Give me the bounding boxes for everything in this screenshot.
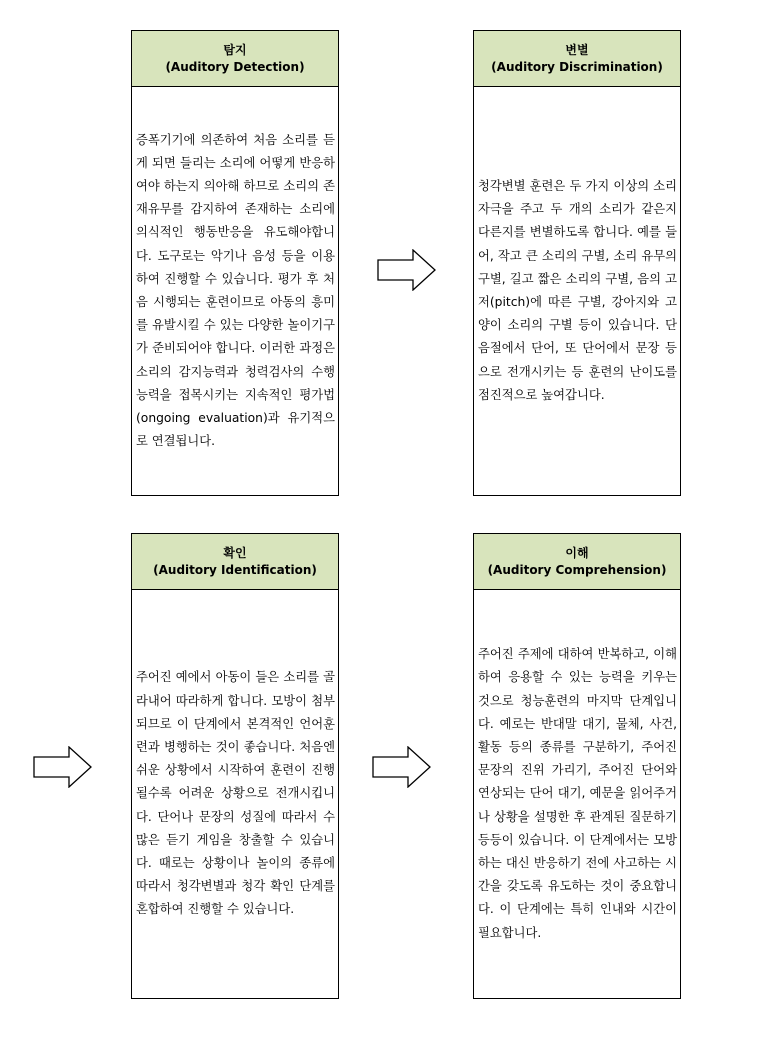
right-arrow-icon bbox=[377, 249, 437, 291]
box-detection-title: 탐지 bbox=[223, 42, 247, 57]
box-identification bbox=[131, 533, 339, 999]
box-comprehension-subtitle: (Auditory Comprehension) bbox=[487, 562, 667, 577]
box-detection-header bbox=[132, 31, 338, 87]
box-identification-body bbox=[132, 590, 338, 998]
box-discrimination-subtitle: (Auditory Discrimination) bbox=[491, 59, 663, 74]
box-identification-header bbox=[132, 534, 338, 590]
box-identification-title: 확인 bbox=[223, 545, 247, 560]
box-comprehension-title: 이해 bbox=[565, 545, 589, 560]
box-comprehension-body bbox=[474, 590, 680, 998]
box-comprehension-text: 주어진 주제에 대하여 반복하고, 이해하여 응용할 수 있는 능력을 키우는 것으로 청능훈련의 마지막 단계입니다. 예로는 반대말 대기, 물체, 사건, 활동 등의 종류를 구분하기, 주어진 문장의 진위 가리기, 주어진 단어와 연상되는 단어 대기, 예문을 읽어주거나 상황을 설명한 후 관계된 질문하기 등등이 있습니다. 이 단계에서는 모방하는 대신 반응하기 전에 사고하는 시간을 갖도록 유도하는 것이 중요합니다. 이 단계에는 특히 인내와 시간이 필요합니다. bbox=[478, 647, 677, 940]
box-identification-subtitle: (Auditory Identification) bbox=[153, 562, 317, 577]
box-discrimination-body bbox=[474, 87, 680, 495]
box-discrimination bbox=[473, 30, 681, 496]
box-discrimination-header bbox=[474, 31, 680, 87]
box-discrimination-text: 청각변별 훈련은 두 가지 이상의 소리자극을 주고 두 개의 소리가 같은지 다른지를 변별하도록 합니다. 예를 들어, 작고 큰 소리의 구별, 소리 유무의 구별, 길고 짧은 소리의 구별, 음의 고저(pitch)에 따른 구별, 강아지와 고양이 소리의 구별 등이 있습니다. 단음절에서 단어, 또 단어에서 문장 등으로 전개시키는 등 훈련의 난이도를 점진적으로 높여갑니다. bbox=[478, 178, 677, 402]
box-detection-body bbox=[132, 87, 338, 495]
right-arrow-icon bbox=[33, 746, 93, 788]
box-detection-subtitle: (Auditory Detection) bbox=[165, 59, 305, 74]
box-comprehension-header bbox=[474, 534, 680, 590]
box-discrimination-title: 변별 bbox=[565, 42, 589, 57]
box-identification-text: 주어진 예에서 아동이 들은 소리를 골라내어 따라하게 합니다. 모방이 첨부되므로 이 단계에서 본격적인 언어훈련과 병행하는 것이 좋습니다. 처음엔 쉬운 상황에서 시작하여 훈련이 진행될수록 어려운 상황으로 전개시킵니다. 단어나 문장의 성질에 따라서 수많은 듣기 게임을 창출할 수 있습니다. 때로는 상황이나 놀이의 종류에 따라서 청각변별과 청각 확인 단계를 혼합하여 진행할 수 있습니다. bbox=[136, 670, 335, 917]
box-detection-text: 증폭기기에 의존하여 처음 소리를 듣게 되면 들리는 소리에 어떻게 반응하여야 하는지 의아해 하므로 소리의 존재유무를 감지하여 존재하는 소리에 의식적인 행동반응을 유도해야합니다. 도구로는 악기나 음성 등을 이용하여 진행할 수 있습니다. 평가 후 처음 시행되는 훈련이므로 아동의 흥미를 유발시킬 수 있는 다양한 놀이기구가 준비되어야 합니다. 이러한 과정은 소리의 감지능력과 청력검사의 수행능력을 접목시키는 지속적인 평가법(ongoing evaluation)과 유기적으로 연결됩니다. bbox=[136, 132, 335, 449]
box-detection bbox=[131, 30, 339, 496]
right-arrow-icon bbox=[372, 746, 432, 788]
box-comprehension bbox=[473, 533, 681, 999]
